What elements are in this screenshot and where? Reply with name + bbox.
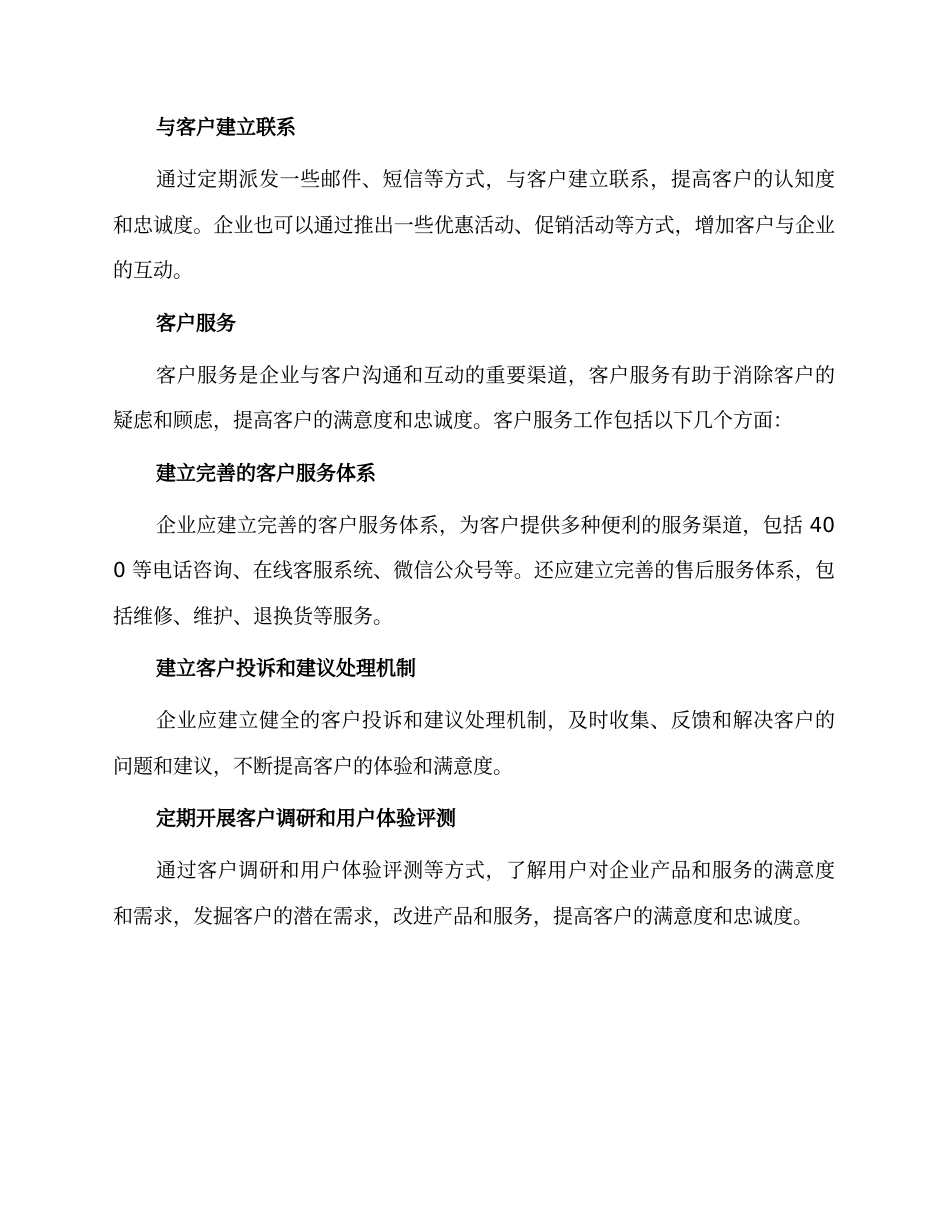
document-page xyxy=(113,112,835,953)
section-heading-contact: 与客户建立联系 xyxy=(156,115,296,139)
section-heading-service: 客户服务 xyxy=(156,310,236,335)
section-heading-research: 定期开展客户调研和用户体验评测 xyxy=(156,806,456,830)
section-paragraph-service: 客户服务是企业与客户沟通和互动的重要渠道，客户服务有助于消除客户的疑虑和顾虑，提高客户的满意度和忠诚度。客户服务工作包括以下几个方面： xyxy=(113,362,835,432)
section-heading-service-system: 建立完善的客户服务体系 xyxy=(156,460,376,485)
section-heading-complaints: 建立客户投诉和建议处理机制 xyxy=(156,656,416,680)
section-paragraph-complaints: 企业应建立健全的客户投诉和建议处理机制，及时收集、反馈和解决客户的问题和建议，不断提高客户的体验和满意度。 xyxy=(113,708,835,778)
section-paragraph-research: 通过客户调研和用户体验评测等方式，了解用户对企业产品和服务的满意度和需求，发掘客户的潜在需求，改进产品和服务，提高客户的满意度和忠诚度。 xyxy=(113,858,835,928)
section-paragraph-contact: 通过定期派发一些邮件、短信等方式，与客户建立联系，提高客户的认知度和忠诚度。企业也可以通过推出一些优惠活动、促销活动等方式，增加客户与企业的互动。 xyxy=(113,167,835,282)
section-paragraph-service-system: 企业应建立完善的客户服务体系，为客户提供多种便利的服务渠道，包括 400 等电话咨询、在线客服系统、微信公众号等。还应建立完善的售后服务体系，包括维修、维护、退换货等服务。 xyxy=(113,512,835,628)
